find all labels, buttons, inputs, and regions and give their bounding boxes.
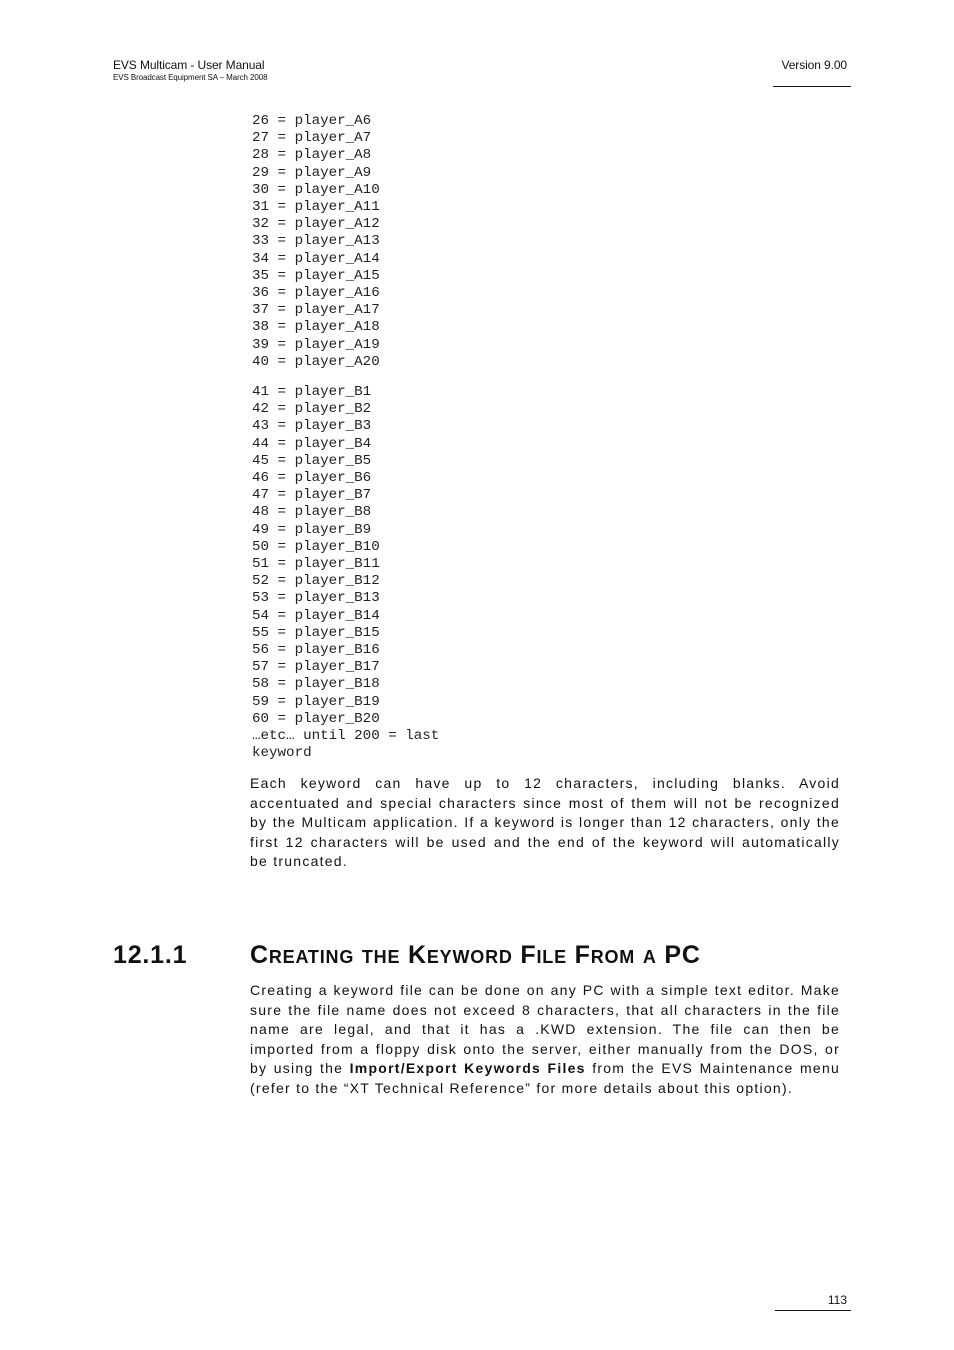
keyword-line: 36 = player_A16 bbox=[252, 285, 380, 302]
keyword-line: 48 = player_B8 bbox=[252, 504, 372, 521]
keyword-line: 28 = player_A8 bbox=[252, 147, 372, 164]
keyword-line: 31 = player_A11 bbox=[252, 199, 380, 216]
keyword-line: 29 = player_A9 bbox=[252, 164, 372, 181]
keyword-file-paragraph bbox=[250, 981, 840, 1098]
header-rule bbox=[773, 86, 851, 87]
keyword-line: 51 = player_B11 bbox=[252, 556, 380, 573]
keyword-line: 56 = player_B16 bbox=[252, 642, 380, 659]
keyword-line: 46 = player_B6 bbox=[252, 470, 372, 487]
keyword-line: 27 = player_A7 bbox=[252, 130, 372, 147]
keyword-line: 43 = player_B3 bbox=[252, 418, 372, 435]
section-heading bbox=[113, 940, 701, 969]
keyword-line: 32 = player_A12 bbox=[252, 216, 380, 233]
keyword-line: 60 = player_B20 bbox=[252, 710, 380, 727]
keyword-line: 53 = player_B13 bbox=[252, 590, 380, 607]
keyword-list-ending: …etc… until 200 = last keyword bbox=[252, 728, 440, 762]
keyword-line: 33 = player_A13 bbox=[252, 233, 380, 250]
keyword-line: 26 = player_A6 bbox=[252, 113, 372, 129]
keyword-line: 38 = player_A18 bbox=[252, 319, 380, 336]
keyword-line: 39 = player_A19 bbox=[252, 336, 380, 353]
footer-rule bbox=[775, 1310, 851, 1311]
section-title: Creating the Keyword File From a PC bbox=[250, 940, 701, 969]
keyword-line: 37 = player_A17 bbox=[252, 302, 380, 319]
keyword-line: 54 = player_B14 bbox=[252, 607, 380, 624]
keyword-line: 40 = player_A20 bbox=[252, 353, 380, 370]
keyword-line: 42 = player_B2 bbox=[252, 401, 372, 418]
keyword-line: 47 = player_B7 bbox=[252, 487, 372, 504]
keyword-line: 55 = player_B15 bbox=[252, 624, 380, 641]
section-number: 12.1.1 bbox=[113, 940, 188, 969]
publisher-date: EVS Broadcast Equipment SA – March 2008 bbox=[113, 73, 268, 82]
page-header bbox=[113, 59, 267, 82]
keyword-line: 35 = player_A15 bbox=[252, 267, 380, 284]
keyword-line: 52 = player_B12 bbox=[252, 573, 380, 590]
page-number: 113 bbox=[827, 1293, 847, 1307]
keyword-line: 30 = player_A10 bbox=[252, 181, 380, 198]
keyword-length-paragraph: Each keyword can have up to 12 characters, including blanks. Avoid accentuated and special characters since most of them will not be recognized by the Multicam application. If a keyword is longer than 12 characters, only the first 12 characters will be used and the end of the keyword will automatically be truncated. bbox=[250, 775, 840, 869]
keyword-line: 44 = player_B4 bbox=[252, 435, 372, 452]
import-export-keywords-files-reference: Import/Export Keywords Files bbox=[349, 1060, 586, 1076]
keyword-line: 45 = player_B5 bbox=[252, 452, 372, 469]
keyword-line: 50 = player_B10 bbox=[252, 538, 380, 555]
keyword-list-b bbox=[252, 384, 502, 728]
keyword-line: 59 = player_B19 bbox=[252, 693, 380, 710]
keyword-line: 41 = player_B1 bbox=[252, 384, 372, 400]
keyword-list-a bbox=[252, 113, 502, 371]
version-label: Version 9.00 bbox=[781, 58, 847, 72]
keyword-line: 57 = player_B17 bbox=[252, 659, 380, 676]
paragraph-text-after: from the EVS Maintenance menu (refer to the “XT Technical Reference” for more details about this option). bbox=[250, 1060, 841, 1096]
manual-title: EVS Multicam - User Manual bbox=[113, 58, 265, 72]
keyword-line: 49 = player_B9 bbox=[252, 521, 372, 538]
paragraph-text-before: Creating a keyword file can be done on any PC with a simple text editor. Make sure the file name does not exceed 8 characters, that all characters in the file name are legal, and that it has a .KWD extension. The file can then be imported from a floppy disk onto the server, either manually from the DOS, or by using the bbox=[250, 982, 840, 1076]
keyword-line: 58 = player_B18 bbox=[252, 676, 380, 693]
keyword-line: 34 = player_A14 bbox=[252, 250, 380, 267]
